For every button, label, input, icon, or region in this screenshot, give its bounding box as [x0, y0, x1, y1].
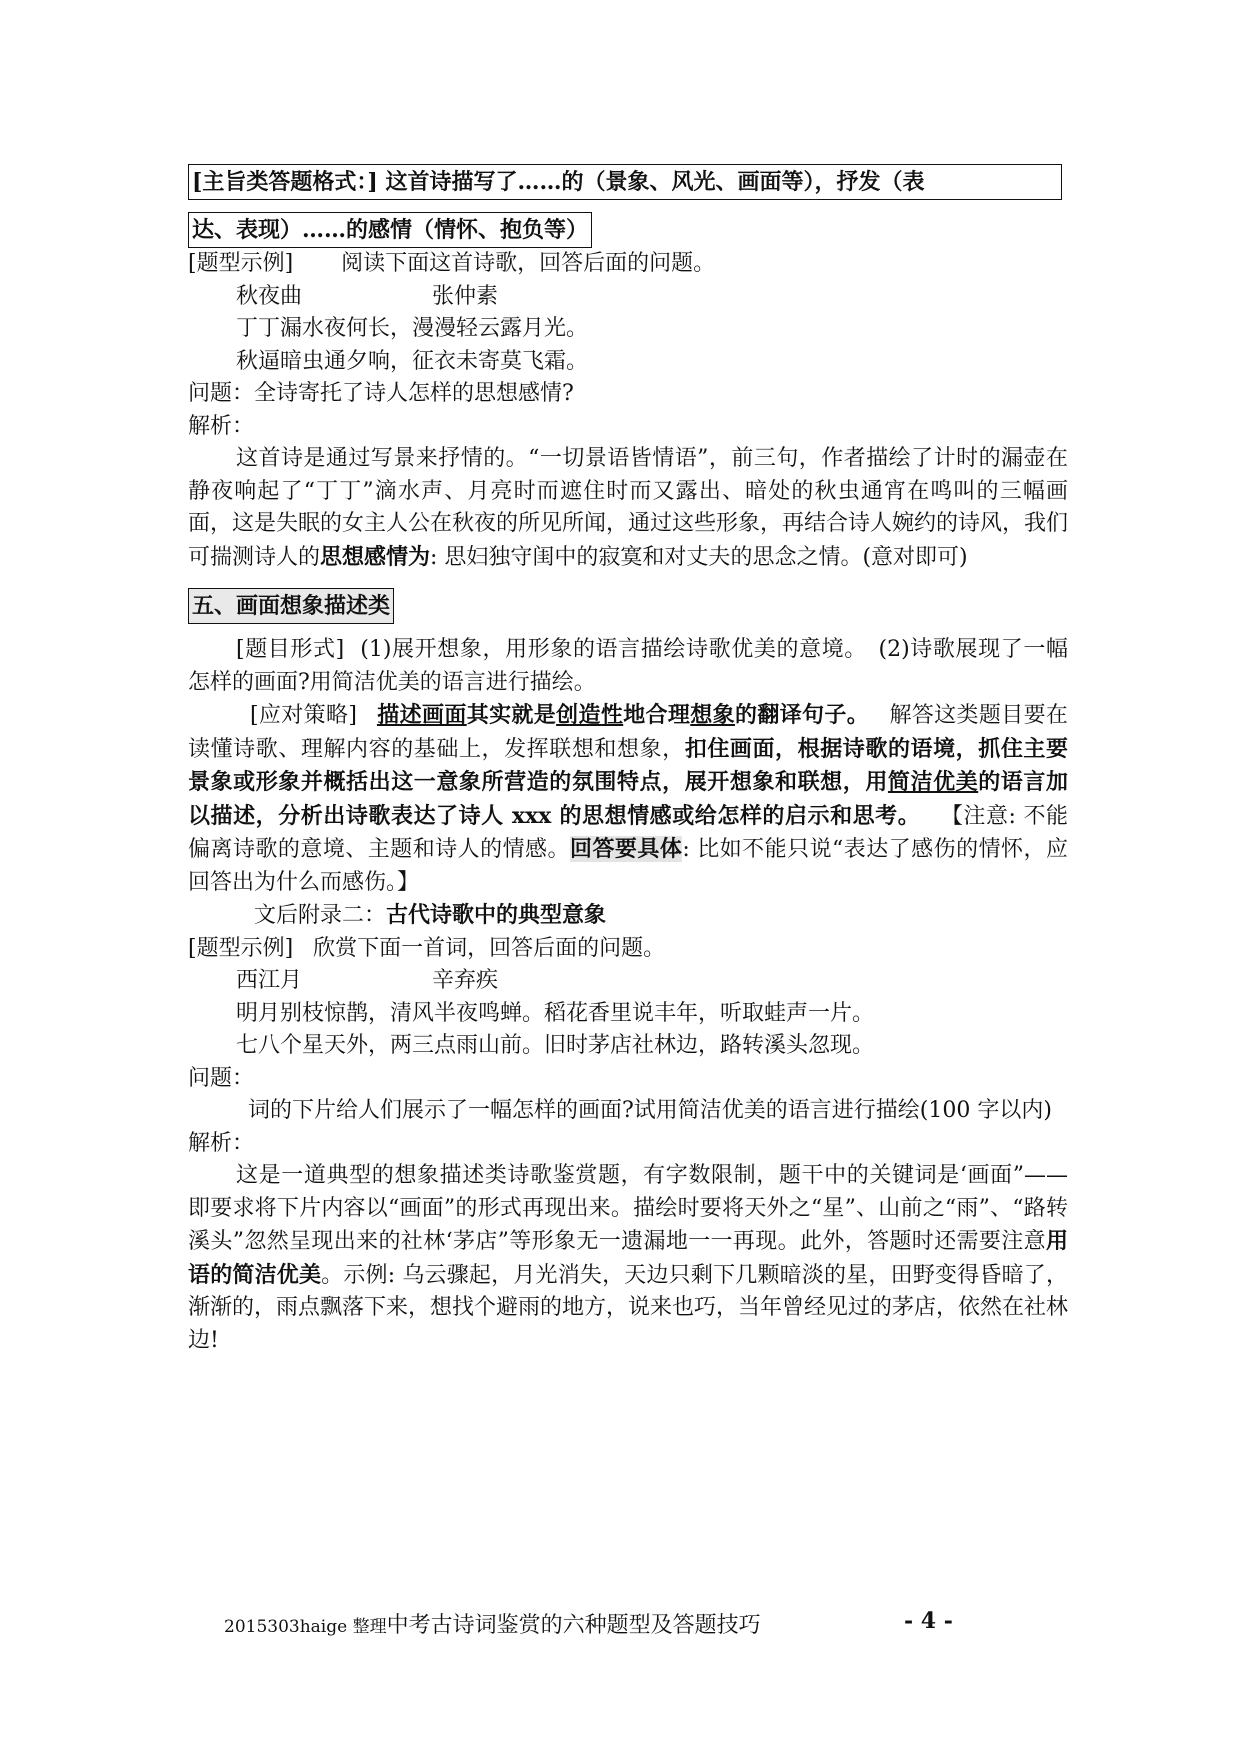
document-page [188, 160, 1068, 1357]
example2-label: [题型示例] [188, 935, 294, 961]
section5-form: [题目形式] (1)展开想象，用形象的语言描绘诗歌优美的意境。 (2)诗歌展现了一幅怎样的画面?用简洁优美的语言进行描绘。 [188, 637, 1068, 695]
answer-specific-highlight: 回答要具体 [569, 836, 683, 862]
page-number: - 4 - [904, 1608, 953, 1634]
poem2-heading [188, 965, 1068, 998]
analysis2-bold: 用语的简洁优美 [188, 1228, 1068, 1288]
example2-question: 词的下片给人们展示了一幅怎样的画面?试用简洁优美的语言进行描绘(100 字以内) [248, 1098, 1052, 1123]
example1-instruction: 阅读下面这首诗歌，回答后面的问题。 [341, 251, 716, 276]
example2-analysis-label: 解析： [188, 1130, 255, 1156]
section5-title: 五、画面想象描述类 [188, 588, 394, 624]
appendix-reference: 文后附录二：古代诗歌中的典型意象 [254, 902, 607, 928]
footer-title: 中考古诗词鉴赏的六种题型及答题技巧 [386, 1613, 761, 1638]
footer-prefix: 2015303haige 整理 [224, 1617, 387, 1637]
example1-intro [188, 248, 1068, 281]
poem1-author: 张仲素 [432, 283, 499, 309]
poem2-title: 西江月 [236, 968, 303, 993]
example2-intro [188, 933, 1068, 966]
poem2-line2: 七八个星天外，两三点雨山前。旧时茅店社林边，路转溪头忽现。 [236, 1033, 875, 1058]
form-label: [题目形式] [236, 637, 345, 662]
answer-format-box-line1: [主旨类答题格式：] 这首诗描写了……的（景象、风光、画面等），抒发（表 [188, 164, 1062, 200]
answer-format-box-line2: 达、表现）……的感情（情怀、抱负等） [188, 212, 592, 248]
poem1-line2: 秋逼暗虫通夕响，征衣未寄莫飞霜。 [236, 348, 589, 374]
page-footer [224, 1608, 984, 1639]
example2-instruction: 欣赏下面一首词，回答后面的问题。 [313, 935, 666, 961]
poem2-line1: 明月别枝惊鹊，清风半夜鸣蝉。稻花香里说丰年，听取蛙声一片。 [236, 1000, 875, 1026]
section5-strategy: [应对策略] 描述画面其实就是创造性地合理想象的翻译句子。 解答这类题目要在读懂诗歌、理解内容的基础上，发挥联想和想象，扣住画面，根据诗歌的语境，抓住主要景象或形象并概括出这一意象所营造的氛围特点，展开想象和联想，用简洁优美的语言加以描述，分析出诗歌表达了诗人 xxx 的思想情感或给怎样的启示和思考。 【注意: 不能偏离诗歌的意境、主题和诗人的情感。回答要具体: 比如不能只说“表达了感伤的情怀，应回答出为什么而感伤。】 [188, 702, 1069, 895]
poem1-line1: 丁丁漏水夜何长，漫漫轻云露月光。 [236, 316, 589, 341]
poem1-title: 秋夜曲 [236, 283, 303, 309]
analysis1-bold: 思想感情为 [320, 543, 431, 570]
example1-analysis: 这首诗是通过写景来抒情的。“一切景语皆情语”，前三句，作者描绘了计时的漏壶在静夜响起了“丁丁”滴水声、月亮时而遮住时而又露出、暗处的秋虫通宵在鸣叫的三幅画面，这是失眠的女主人公在秋夜的所见所闻，通过这些形象，再结合诗人婉约的诗风，我们可揣测诗人的思想感情为: 思妇独守闺中的寂寞和对丈夫的思念之情。(意对即可) [188, 446, 1069, 570]
example1-question: 问题：全诗寄托了诗人怎样的思想感情? [188, 381, 574, 406]
poem1-heading [188, 281, 1068, 314]
example2-question-label: 问题： [188, 1065, 255, 1091]
poem2-author: 辛弃疾 [432, 968, 499, 993]
example1-analysis-label: 解析： [188, 413, 255, 439]
example1-label: [题型示例] [188, 251, 294, 276]
example2-analysis: 这是一道典型的想象描述类诗歌鉴赏题，有字数限制，题干中的关键词是‘画面”——即要求将下片内容以“画面”的形式再现出来。描绘时要将天外之“星”、山前之“雨”、“路转溪头”忽然呈现出来的社林‘茅店”等形象无一遗漏地一一再现。此外，答题时还需要注意用语的简洁优美。示例: 乌云骤起，月光消失，天边只剩下几颗暗淡的星，田野变得昏暗了，渐渐的，雨点飘落下来，想找个避雨的地方，说来也巧，当年曾经见过的茅店，依然在社林边! [188, 1163, 1069, 1353]
strategy-label: [应对策略] [250, 703, 357, 728]
